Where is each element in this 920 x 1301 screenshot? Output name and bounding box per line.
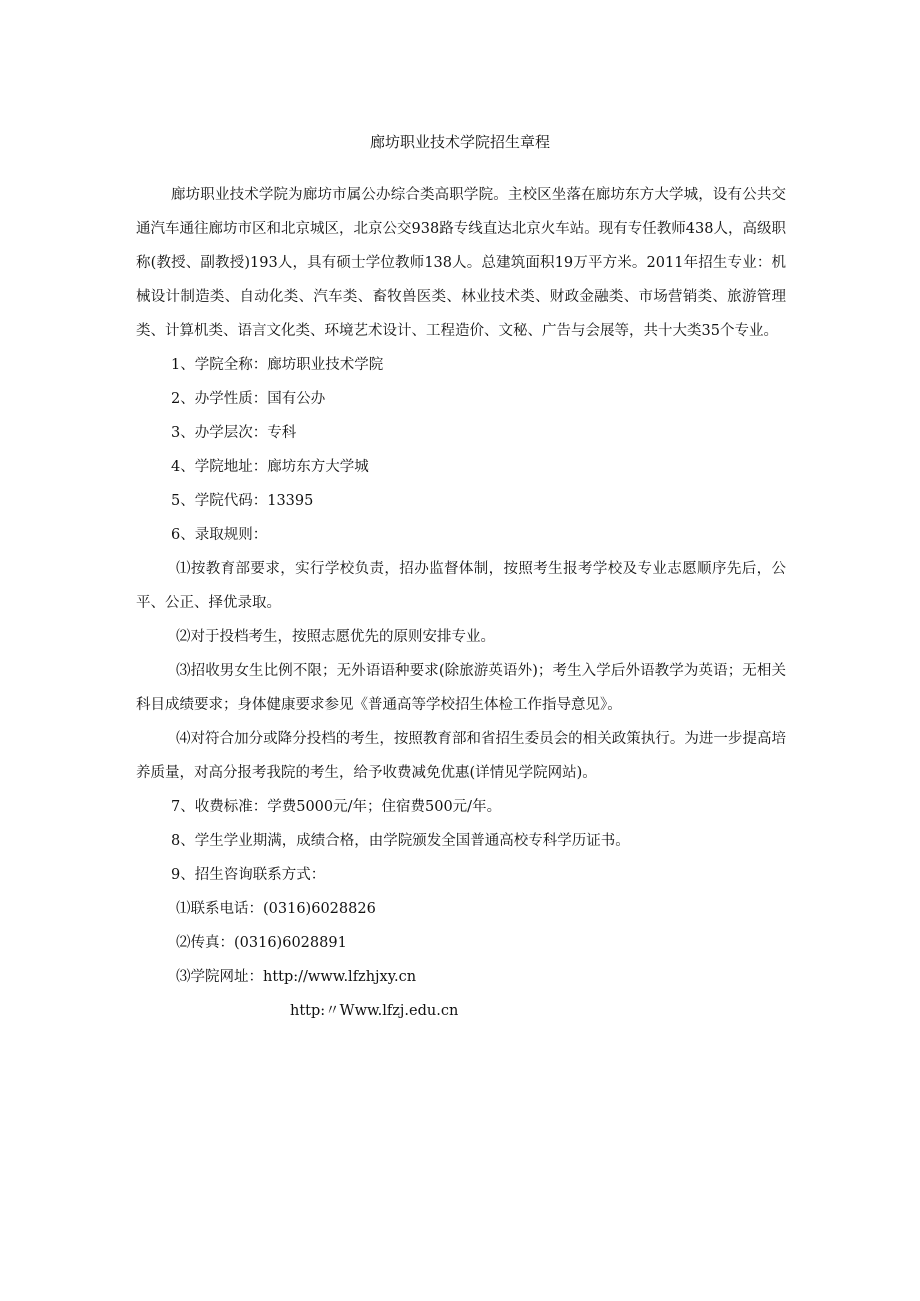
item-fees: 7、收费标准：学费5000元/年；住宿费500元/年。 xyxy=(171,799,502,815)
item-full-name: 1、学院全称：廊坊职业技术学院 xyxy=(171,357,384,373)
item-code: 5、学院代码：13395 xyxy=(171,493,314,509)
document-body xyxy=(136,178,786,1028)
contact-fax: ⑵传真：(0316)6028891 xyxy=(176,935,347,951)
item-address: 4、学院地址：廊坊东方大学城 xyxy=(171,459,369,475)
rule-4: ⑷对符合加分或降分投档的考生，按照教育部和省招生委员会的相关政策执行。为进一步提高培养质量，对高分报考我院的考生，给予收费减免优惠(详情见学院网站)。 xyxy=(136,731,786,781)
item-level: 3、办学层次：专科 xyxy=(171,425,297,441)
rule-2: ⑵对于投档考生，按照志愿优先的原则安排专业。 xyxy=(176,629,495,645)
item-certificate: 8、学生学业期满，成绩合格，由学院颁发全国普通高校专科学历证书。 xyxy=(171,833,630,849)
item-admission-rules: 6、录取规则： xyxy=(171,527,268,543)
intro-paragraph: 廊坊职业技术学院为廊坊市属公办综合类高职学院。主校区坐落在廊坊东方大学城，设有公共交通汽车通往廊坊市区和北京城区，北京公交938路专线直达北京火车站。现有专任教师438人，高级职称(教授、副教授)193人，具有硕士学位教师138人。总建筑面积19万平方米。2011年招生专业：机械设计制造类、自动化类、汽车类、畜牧兽医类、林业技术类、财政金融类、市场营销类、旅游管理类、计算机类、语言文化类、环境艺术设计、工程造价、文秘、广告与会展等，共十大类35个专业。 xyxy=(136,187,786,339)
contact-phone: ⑴联系电话：(0316)6028826 xyxy=(176,901,376,917)
item-nature: 2、办学性质：国有公办 xyxy=(171,391,326,407)
contact-website-alt: http:〃Www.lfzj.edu.cn xyxy=(290,1003,459,1019)
page-title: 廊坊职业技术学院招生章程 xyxy=(369,133,550,151)
contact-website: ⑶学院网址：http://www.lfzhjxy.cn xyxy=(176,969,417,985)
rule-1: ⑴按教育部要求，实行学校负责，招办监督体制，按照考生报考学校及专业志愿顺序先后，公平、公正、择优录取。 xyxy=(136,561,786,611)
rule-3: ⑶招收男女生比例不限；无外语语种要求(除旅游英语外)；考生入学后外语教学为英语；无相关科目成绩要求；身体健康要求参见《普通高等学校招生体检工作指导意见》。 xyxy=(136,663,786,713)
item-contact: 9、招生咨询联系方式： xyxy=(171,867,326,883)
